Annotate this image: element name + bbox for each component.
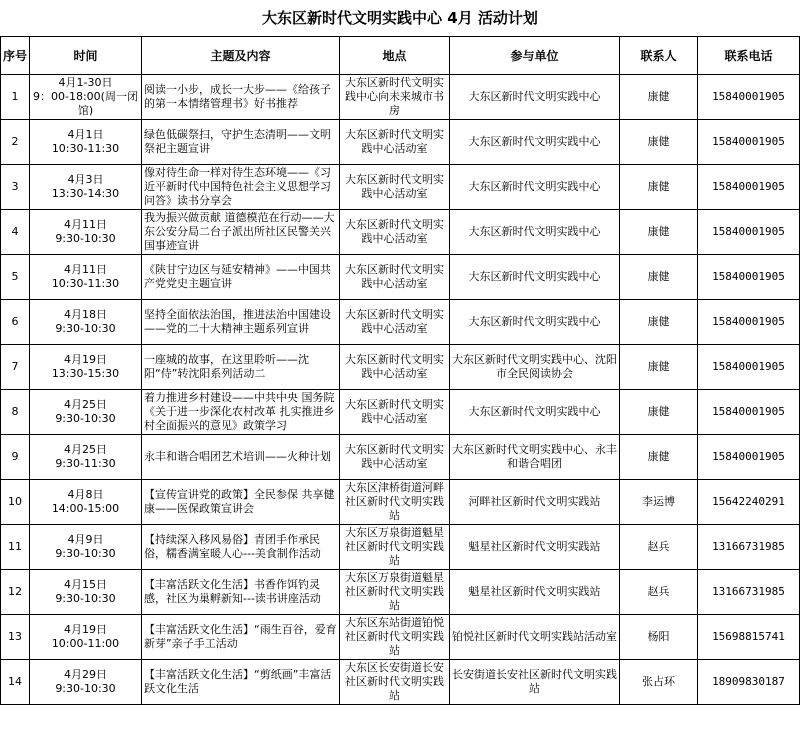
- cell-time: 4月3日 13:30-14:30: [30, 165, 142, 210]
- cell-no: 14: [1, 660, 30, 705]
- cell-unit: 大东区新时代文明实践中心: [450, 255, 620, 300]
- cell-unit: 大东区新时代文明实践中心: [450, 390, 620, 435]
- cell-phone: 15840001905: [698, 120, 800, 165]
- cell-unit: 河畔社区新时代文明实践站: [450, 480, 620, 525]
- table-row: [1, 255, 800, 300]
- cell-topic: 《陕甘宁边区与延安精神》——中国共产党党史主题宣讲: [142, 255, 340, 300]
- cell-no: 1: [1, 75, 30, 120]
- cell-no: 5: [1, 255, 30, 300]
- cell-unit: 铂悦社区新时代文明实践站活动室: [450, 615, 620, 660]
- cell-no: 9: [1, 435, 30, 480]
- cell-topic: 阅读一小步，成长一大步——《给孩子的第一本情绪管理书》好书推荐: [142, 75, 340, 120]
- cell-place: 大东区津桥街道河畔社区新时代文明实践站: [340, 480, 450, 525]
- cell-phone: 13166731985: [698, 525, 800, 570]
- cell-time: 4月8日 14:00-15:00: [30, 480, 142, 525]
- cell-unit: 长安街道长安社区新时代文明实践站: [450, 660, 620, 705]
- cell-contact: 康健: [620, 210, 698, 255]
- cell-topic: 【宣传宣讲党的政策】全民参保 共享健康——医保政策宣讲会: [142, 480, 340, 525]
- cell-place: 大东区新时代文明实践中心活动室: [340, 300, 450, 345]
- cell-no: 4: [1, 210, 30, 255]
- cell-contact: 康健: [620, 435, 698, 480]
- table-row: [1, 435, 800, 480]
- cell-contact: 赵兵: [620, 570, 698, 615]
- cell-time: 4月11日 10:30-11:30: [30, 255, 142, 300]
- cell-time: 4月18日 9:30-10:30: [30, 300, 142, 345]
- cell-place: 大东区新时代文明实践中心活动室: [340, 390, 450, 435]
- cell-phone: 15840001905: [698, 75, 800, 120]
- cell-time: 4月19日 10:00-11:00: [30, 615, 142, 660]
- cell-topic: 绿色低碳祭扫，守护生态清明——文明祭祀主题宣讲: [142, 120, 340, 165]
- cell-phone: 15698815741: [698, 615, 800, 660]
- table-row: [1, 210, 800, 255]
- cell-unit: 大东区新时代文明实践中心: [450, 210, 620, 255]
- cell-contact: 张占环: [620, 660, 698, 705]
- cell-contact: 康健: [620, 165, 698, 210]
- header-place: 地点: [340, 37, 450, 75]
- header-topic: 主题及内容: [142, 37, 340, 75]
- table-row: [1, 345, 800, 390]
- header-contact: 联系人: [620, 37, 698, 75]
- cell-phone: 15840001905: [698, 300, 800, 345]
- table-row: [1, 390, 800, 435]
- cell-time: 4月9日 9:30-10:30: [30, 525, 142, 570]
- header-unit: 参与单位: [450, 37, 620, 75]
- cell-place: 大东区新时代文明实践中心活动室: [340, 435, 450, 480]
- cell-time: 4月1-30日 9：00-18:00(周一闭馆): [30, 75, 142, 120]
- cell-phone: 18909830187: [698, 660, 800, 705]
- table-header-row: [1, 37, 800, 75]
- table-row: [1, 660, 800, 705]
- cell-topic: 【丰富活跃文化生活】“剪纸画”丰富活跃文化生活: [142, 660, 340, 705]
- cell-contact: 杨阳: [620, 615, 698, 660]
- cell-place: 大东区新时代文明实践中心活动室: [340, 210, 450, 255]
- cell-unit: 大东区新时代文明实践中心: [450, 300, 620, 345]
- cell-topic: 永丰和谐合唱团艺术培训——火种计划: [142, 435, 340, 480]
- cell-place: 大东区东站街道铂悦社区新时代文明实践站: [340, 615, 450, 660]
- cell-no: 6: [1, 300, 30, 345]
- cell-topic: 我为振兴做贡献 道德模范在行动——大东公安分局二台子派出所社区民警关兴国事迹宣讲: [142, 210, 340, 255]
- activity-plan-table: [0, 36, 800, 705]
- cell-place: 大东区万泉街道魁星社区新时代文明实践站: [340, 570, 450, 615]
- cell-no: 11: [1, 525, 30, 570]
- cell-unit: 大东区新时代文明实践中心、沈阳市全民阅读协会: [450, 345, 620, 390]
- cell-place: 大东区新时代文明实践中心活动室: [340, 165, 450, 210]
- cell-no: 12: [1, 570, 30, 615]
- header-no: 序号: [1, 37, 30, 75]
- cell-topic: 坚持全面依法治国，推进法治中国建设——党的二十大精神主题系列宣讲: [142, 300, 340, 345]
- document-title: 大东区新时代文明实践中心 4月 活动计划: [262, 9, 538, 27]
- table-row: [1, 75, 800, 120]
- cell-phone: 13166731985: [698, 570, 800, 615]
- cell-place: 大东区新时代文明实践中心向未来城市书房: [340, 75, 450, 120]
- cell-no: 10: [1, 480, 30, 525]
- cell-place: 大东区万泉街道魁星社区新时代文明实践站: [340, 525, 450, 570]
- cell-contact: 康健: [620, 75, 698, 120]
- cell-time: 4月1日 10:30-11:30: [30, 120, 142, 165]
- cell-no: 3: [1, 165, 30, 210]
- cell-time: 4月11日 9:30-10:30: [30, 210, 142, 255]
- cell-contact: 康健: [620, 255, 698, 300]
- cell-time: 4月19日 13:30-15:30: [30, 345, 142, 390]
- cell-phone: 15840001905: [698, 345, 800, 390]
- cell-phone: 15840001905: [698, 390, 800, 435]
- cell-topic: 【丰富活跃文化生活】书香作饵钓灵感，社区为巢孵新知---读书讲座活动: [142, 570, 340, 615]
- cell-phone: 15840001905: [698, 255, 800, 300]
- cell-place: 大东区新时代文明实践中心活动室: [340, 345, 450, 390]
- cell-phone: 15840001905: [698, 165, 800, 210]
- cell-contact: 康健: [620, 390, 698, 435]
- cell-unit: 大东区新时代文明实践中心、永丰和谐合唱团: [450, 435, 620, 480]
- cell-place: 大东区新时代文明实践中心活动室: [340, 255, 450, 300]
- table-row: [1, 300, 800, 345]
- cell-contact: 康健: [620, 345, 698, 390]
- table-row: [1, 165, 800, 210]
- cell-topic: 【丰富活跃文化生活】“雨生百谷，爱育新芽”亲子手工活动: [142, 615, 340, 660]
- cell-phone: 15840001905: [698, 210, 800, 255]
- cell-unit: 大东区新时代文明实践中心: [450, 75, 620, 120]
- cell-topic: 一座城的故事，在这里聆听——沈阳“侍”转沈阳系列活动二: [142, 345, 340, 390]
- cell-time: 4月25日 9:30-11:30: [30, 435, 142, 480]
- cell-contact: 赵兵: [620, 525, 698, 570]
- cell-unit: 大东区新时代文明实践中心: [450, 120, 620, 165]
- header-time: 时间: [30, 37, 142, 75]
- cell-no: 13: [1, 615, 30, 660]
- cell-phone: 15642240291: [698, 480, 800, 525]
- cell-no: 2: [1, 120, 30, 165]
- cell-unit: 魁星社区新时代文明实践站: [450, 570, 620, 615]
- cell-contact: 康健: [620, 120, 698, 165]
- cell-topic: 【持续深入移风易俗】青团手作承民俗，糯香满室暖人心---美食制作活动: [142, 525, 340, 570]
- cell-topic: 着力推进乡村建设——中共中央 国务院《关于进一步深化农村改革 扎实推进乡村全面振兴的意见》政策学习: [142, 390, 340, 435]
- cell-no: 8: [1, 390, 30, 435]
- cell-time: 4月15日 9:30-10:30: [30, 570, 142, 615]
- cell-place: 大东区长安街道长安社区新时代文明实践站: [340, 660, 450, 705]
- cell-place: 大东区新时代文明实践中心活动室: [340, 120, 450, 165]
- cell-time: 4月25日 9:30-10:30: [30, 390, 142, 435]
- cell-contact: 康健: [620, 300, 698, 345]
- cell-topic: 像对待生命一样对待生态环境——《习近平新时代中国特色社会主义思想学习问答》读书分享会: [142, 165, 340, 210]
- cell-no: 7: [1, 345, 30, 390]
- table-row: [1, 525, 800, 570]
- cell-phone: 15840001905: [698, 435, 800, 480]
- cell-contact: 李运博: [620, 480, 698, 525]
- cell-time: 4月29日 9:30-10:30: [30, 660, 142, 705]
- table-row: [1, 480, 800, 525]
- cell-unit: 大东区新时代文明实践中心: [450, 165, 620, 210]
- table-row: [1, 120, 800, 165]
- header-phone: 联系电话: [698, 37, 800, 75]
- table-row: [1, 615, 800, 660]
- cell-unit: 魁星社区新时代文明实践站: [450, 525, 620, 570]
- table-row: [1, 570, 800, 615]
